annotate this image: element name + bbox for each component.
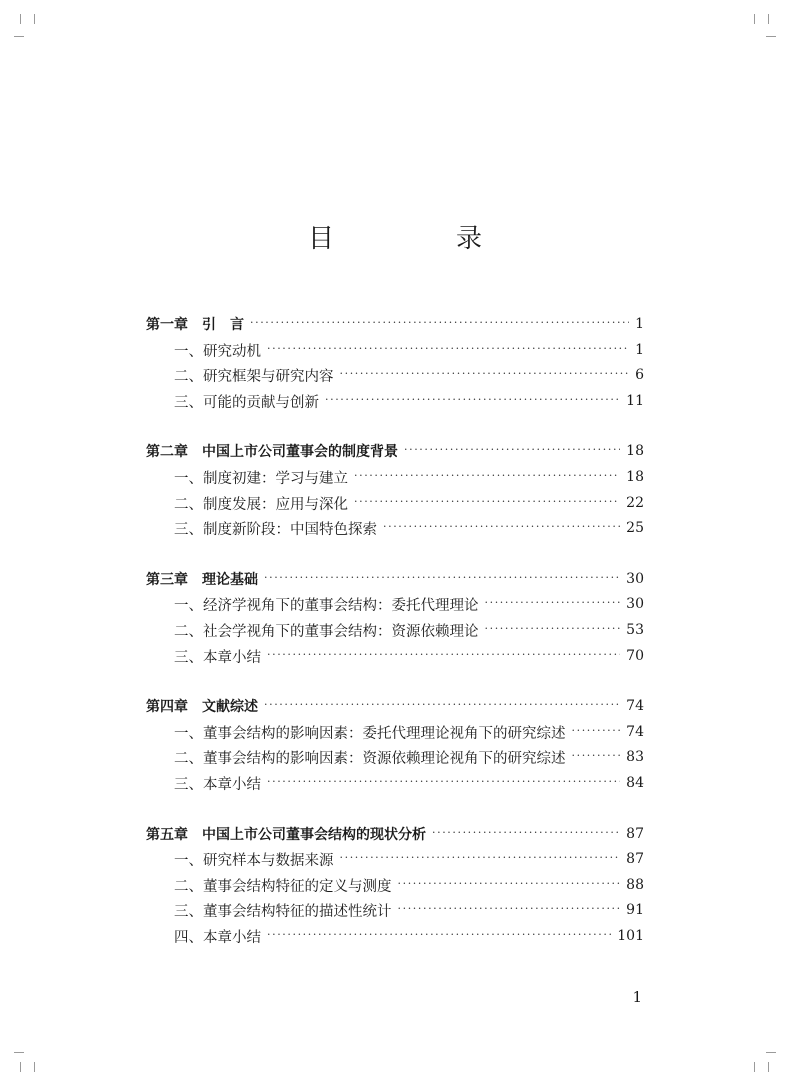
dot-leader [340,853,621,867]
toc-section-row[interactable] [146,464,644,490]
toc-section-row[interactable] [146,897,644,923]
toc-page-number: 83 [626,749,644,765]
toc-page-number: 88 [626,877,644,893]
toc-section-title: 二、董事会结构的影响因素：资源依赖理论视角下的研究综述 [174,750,566,767]
toc-page-number: 87 [626,851,644,867]
page-title: 目 录 [307,224,530,254]
toc-page-number: 18 [626,443,644,459]
toc-page-number: 91 [626,902,644,918]
toc-page-number: 70 [626,648,644,664]
toc-page-number: 18 [626,469,644,485]
dot-leader [267,650,620,664]
toc-chapter-title: 第一章 引 言 [146,317,244,333]
dot-leader [432,828,620,842]
dot-leader [267,777,620,791]
toc-section-title: 二、社会学视角下的董事会结构：资源依赖理论 [174,623,479,640]
toc-page-number: 53 [626,622,644,638]
dot-leader [398,879,621,893]
toc-page-number: 87 [626,826,644,842]
toc-page-number: 74 [626,724,644,740]
toc-section-row[interactable] [146,362,644,388]
toc-section-row[interactable] [146,719,644,745]
toc-page-number: 84 [626,775,644,791]
dot-leader [264,700,620,714]
dot-leader [485,598,621,612]
toc-page-number: 11 [626,393,644,409]
toc-section-row[interactable] [146,770,644,796]
dot-leader [485,624,621,638]
toc-section-title: 三、可能的贡献与创新 [174,394,319,411]
toc-page-number: 1 [635,316,644,332]
toc-page-number: 74 [626,698,644,714]
dot-leader [325,395,620,409]
toc-section-title: 三、本章小结 [174,649,261,666]
toc-section-title: 三、董事会结构特征的描述性统计 [174,903,392,920]
toc-section-row[interactable] [146,388,644,414]
toc-page-number: 25 [626,520,644,536]
dot-leader [340,369,630,383]
toc-page-number: 6 [635,367,644,383]
toc-page-number: 101 [617,928,644,944]
page-number: 1 [632,988,642,1006]
toc-section-title: 四、本章小结 [174,929,261,946]
toc-section-row[interactable] [146,643,644,669]
toc-chapter-row[interactable] [146,566,644,592]
dot-leader [383,522,620,536]
dot-leader [250,318,629,332]
dot-leader [267,344,629,358]
toc-page-number: 1 [635,342,644,358]
toc-section-title: 一、研究样本与数据来源 [174,852,334,869]
toc-section-row[interactable] [146,337,644,363]
toc-section-row[interactable] [146,846,644,872]
toc-chapter-title: 第三章 理论基础 [146,572,258,588]
dot-leader [354,497,620,511]
dot-leader [572,751,621,765]
toc-chapter-title: 第五章 中国上市公司董事会结构的现状分析 [146,827,426,843]
toc-section-title: 一、研究动机 [174,343,261,360]
toc-section-row[interactable] [146,923,644,949]
toc-chapter-row[interactable] [146,311,644,337]
dot-leader [267,930,611,944]
toc-section-title: 二、研究框架与研究内容 [174,368,334,385]
dot-leader [264,573,620,587]
toc-page-number: 30 [626,571,644,587]
toc-section-title: 三、制度新阶段：中国特色探索 [174,521,377,538]
toc-section-title: 一、董事会结构的影响因素：委托代理理论视角下的研究综述 [174,725,566,742]
toc-chapter-row[interactable] [146,693,644,719]
toc-page-number: 30 [626,596,644,612]
toc-section-title: 一、制度初建：学习与建立 [174,470,348,487]
toc-chapter-title: 第二章 中国上市公司董事会的制度背景 [146,444,398,460]
dot-leader [572,726,621,740]
toc-section-title: 一、经济学视角下的董事会结构：委托代理理论 [174,597,479,614]
toc-chapter-row[interactable] [146,438,644,464]
toc-section-row[interactable] [146,490,644,516]
toc-section-row[interactable] [146,872,644,898]
toc-section-title: 二、制度发展：应用与深化 [174,496,348,513]
toc-section-title: 二、董事会结构特征的定义与测度 [174,878,392,895]
dot-leader [398,904,621,918]
toc-section-row[interactable] [146,515,644,541]
dot-leader [354,471,620,485]
toc-section-row[interactable] [146,591,644,617]
toc-section-title: 三、本章小结 [174,776,261,793]
toc-chapter-title: 第四章 文献综述 [146,699,258,715]
toc-chapter-row[interactable] [146,821,644,847]
toc-page-number: 22 [626,495,644,511]
dot-leader [404,445,620,459]
toc-section-row[interactable] [146,617,644,643]
toc-section-row[interactable] [146,744,644,770]
